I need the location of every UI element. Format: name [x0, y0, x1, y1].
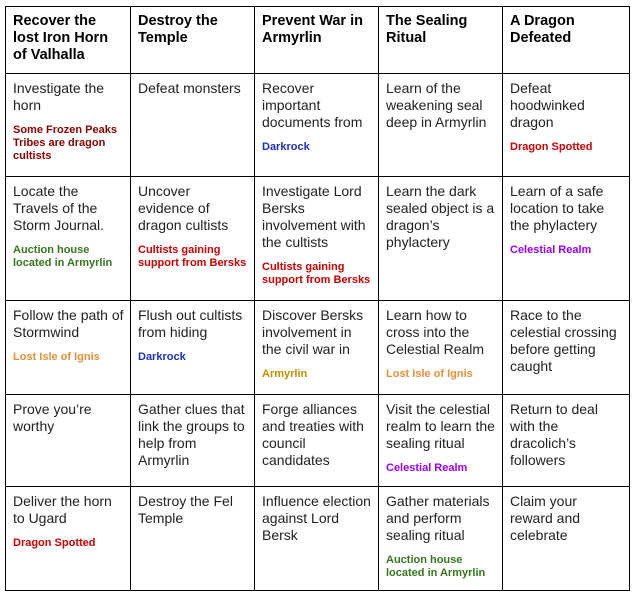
table-cell	[255, 301, 379, 395]
location-tag: Celestial Realm	[386, 462, 468, 474]
location-tag: Auction house located in Armyrlin	[386, 554, 486, 579]
task-text: Claim your reward and celebrate	[510, 493, 581, 543]
table-cell	[6, 74, 131, 177]
location-tag: Auction house located in Armyrlin	[13, 244, 113, 269]
table-cell	[503, 301, 630, 395]
task-text: Flush out cultists from hiding	[138, 307, 243, 340]
task-text: Locate the Travels of the Storm Journal.	[13, 183, 105, 233]
task-text: Uncover evidence of dragon cultists	[138, 183, 229, 233]
table-cell	[379, 177, 503, 301]
task-text: Defeat monsters	[138, 80, 241, 96]
table-cell	[503, 395, 630, 487]
task-text: Defeat hoodwinked dragon	[510, 80, 585, 130]
table-cell	[503, 74, 630, 177]
task-text: Gather clues that link the groups to help from Armyrlin	[138, 401, 245, 468]
table-cell	[131, 177, 255, 301]
table-cell	[6, 301, 131, 395]
task-text: Learn how to cross into the Celestial Realm	[386, 307, 485, 357]
table-row	[6, 74, 630, 177]
task-text: Forge alliances and treaties with council candidates	[262, 401, 364, 468]
table-cell	[255, 487, 379, 591]
location-tag: Cultists gaining support from Bersks	[262, 261, 371, 286]
location-tag: Celestial Realm	[510, 244, 592, 256]
table-row	[6, 487, 630, 591]
column-header: Destroy the Temple	[131, 7, 255, 74]
task-text: Influence election against Lord Bersk	[262, 493, 371, 543]
task-text: Learn of the weakening seal deep in Armyrlin	[386, 80, 487, 130]
table-cell	[131, 487, 255, 591]
table-cell	[131, 301, 255, 395]
task-text: Destroy the Fel Temple	[138, 493, 233, 526]
table-cell	[6, 487, 131, 591]
header-row	[6, 7, 630, 74]
table-row	[6, 177, 630, 301]
table-cell	[379, 395, 503, 487]
task-text: Return to deal with the dracolich’s followers	[510, 401, 598, 468]
location-tag: Armyrlin	[262, 368, 308, 380]
table-cell	[379, 74, 503, 177]
task-text: Race to the celestial crossing before getting caught	[510, 307, 617, 374]
task-text: Recover important documents from	[262, 80, 363, 130]
quest-grid-table	[5, 6, 630, 591]
table-cell	[379, 487, 503, 591]
table-cell	[503, 177, 630, 301]
task-text: Follow the path of Stormwind	[13, 307, 124, 340]
location-tag: Darkrock	[138, 351, 186, 363]
location-tag: Cultists gaining support from Bersks	[138, 244, 247, 269]
task-text: Gather materials and perform sealing ritual	[386, 493, 490, 543]
table-cell	[6, 395, 131, 487]
location-tag: Some Frozen Peaks Tribes are dragon cultists	[13, 124, 117, 162]
location-tag: Darkrock	[262, 141, 310, 153]
column-header: A Dragon Defeated	[503, 7, 630, 74]
task-text: Visit the celestial realm to learn the sealing ritual	[386, 401, 495, 451]
location-tag: Lost Isle of Ignis	[386, 368, 473, 380]
table-row	[6, 395, 630, 487]
table-cell	[503, 487, 630, 591]
task-text: Learn the dark sealed object is a dragon’s phylactery	[386, 183, 495, 250]
table-cell	[131, 74, 255, 177]
table-cell	[6, 177, 131, 301]
task-text: Investigate Lord Bersks involvement with the cultists	[262, 183, 366, 250]
table-cell	[379, 301, 503, 395]
location-tag: Dragon Spotted	[510, 141, 593, 153]
task-text: Prove you’re worthy	[13, 401, 92, 434]
table-row	[6, 301, 630, 395]
table-cell	[131, 395, 255, 487]
table-cell	[255, 177, 379, 301]
column-header: Recover the lost Iron Horn of Valhalla	[6, 7, 131, 74]
task-text: Deliver the horn to Ugard	[13, 493, 112, 526]
task-text: Learn of a safe location to take the phylactery	[510, 183, 605, 233]
table-cell	[255, 74, 379, 177]
task-text: Investigate the horn	[13, 80, 105, 113]
column-header: The Sealing Ritual	[379, 7, 503, 74]
location-tag: Lost Isle of Ignis	[13, 351, 100, 363]
table-cell	[255, 395, 379, 487]
task-text: Discover Bersks involvement in the civil war in	[262, 307, 364, 357]
column-header: Prevent War in Armyrlin	[255, 7, 379, 74]
location-tag: Dragon Spotted	[13, 537, 96, 549]
